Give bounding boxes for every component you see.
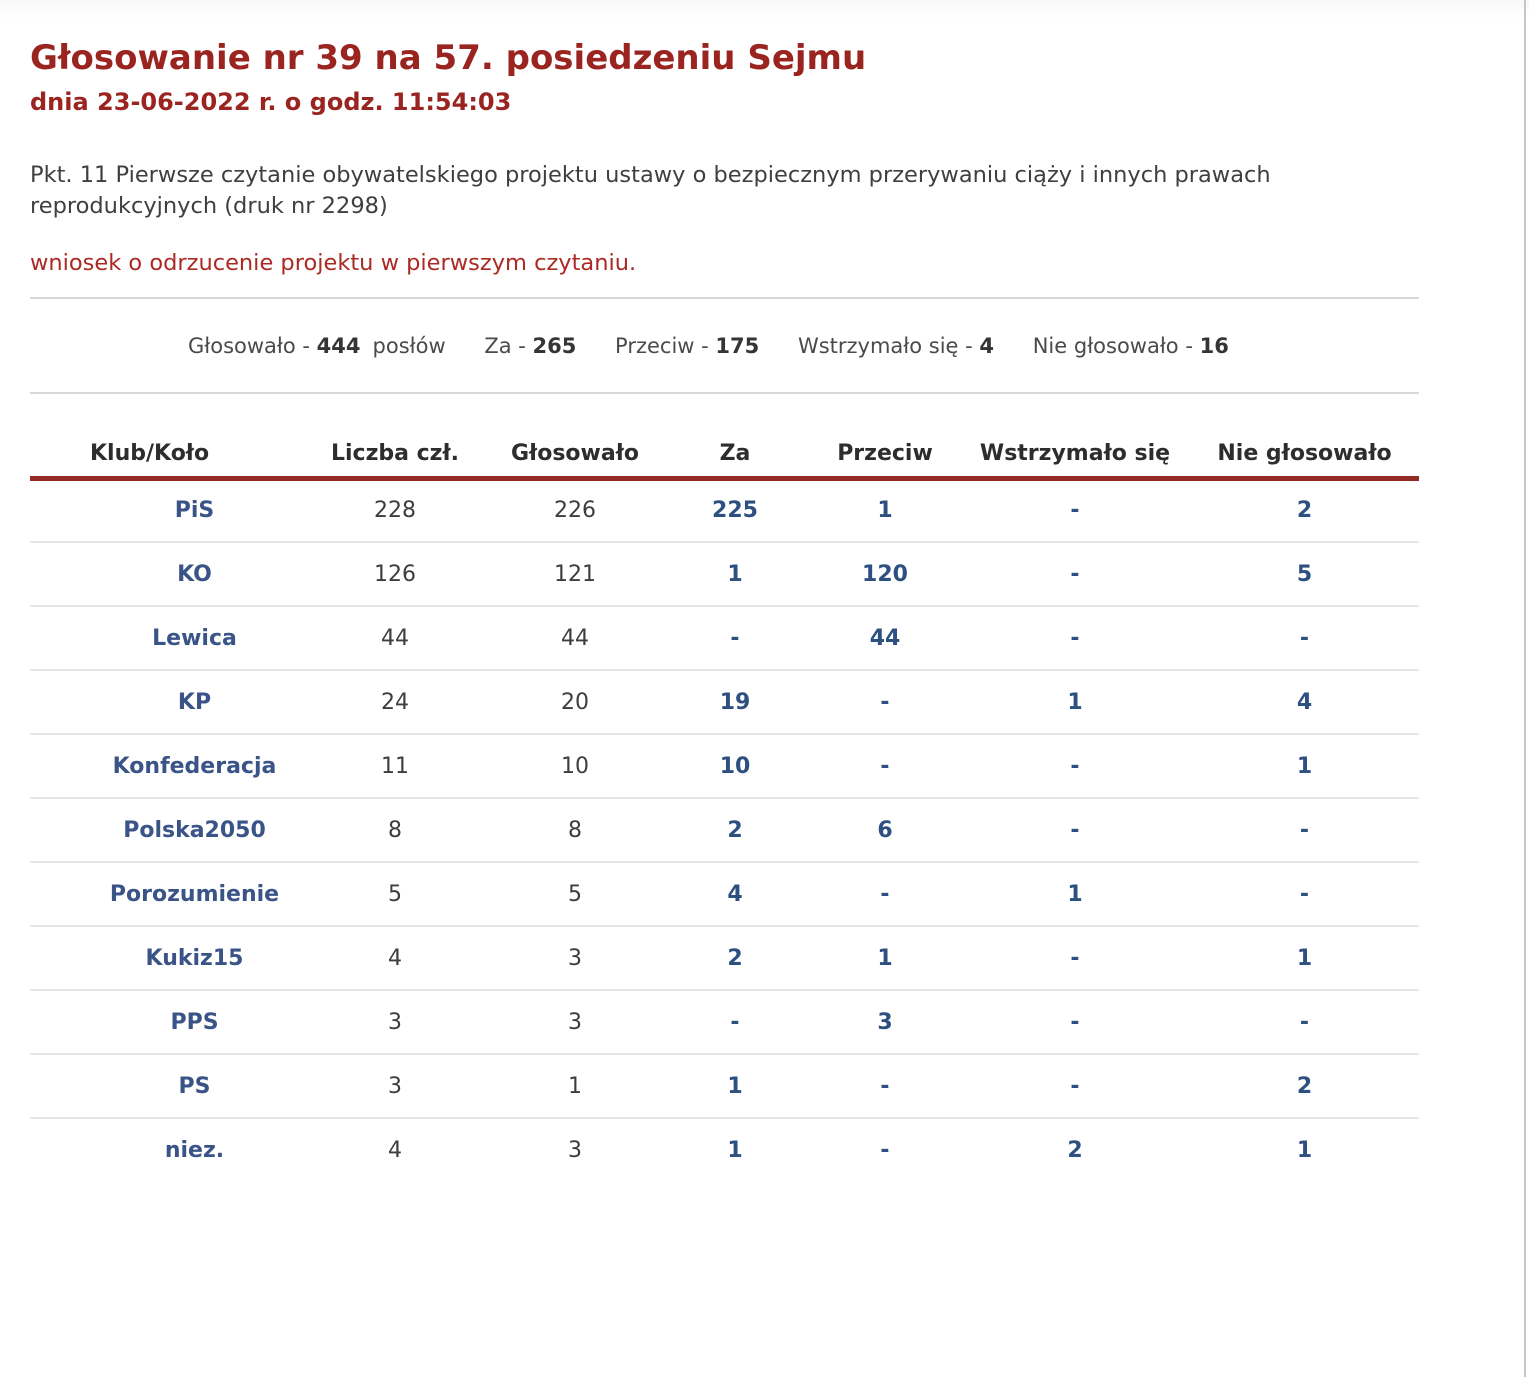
club-name-link[interactable]: PPS: [30, 990, 300, 1054]
against-cell: 1: [810, 478, 960, 542]
against-cell: 6: [810, 798, 960, 862]
abstained-cell: -: [960, 990, 1190, 1054]
summary-abstained: Wstrzymało się - 4: [797, 334, 995, 358]
column-header-for: Za: [660, 394, 810, 478]
against-cell: -: [810, 862, 960, 926]
for-cell: 2: [660, 798, 810, 862]
for-cell: -: [660, 606, 810, 670]
against-cell: -: [810, 1054, 960, 1118]
table-row: [30, 926, 1419, 990]
column-header-voted: Głosowało: [490, 394, 660, 478]
table-row: [30, 542, 1419, 606]
voted-cell: 8: [490, 798, 660, 862]
header-row: [30, 394, 1419, 478]
summary-total-value: 444: [316, 334, 361, 358]
not-voting-cell: -: [1190, 990, 1419, 1054]
voted-cell: 3: [490, 990, 660, 1054]
against-cell: -: [810, 734, 960, 798]
members-cell: 44: [300, 606, 490, 670]
summary-abstained-value: 4: [979, 334, 995, 358]
members-cell: 126: [300, 542, 490, 606]
page-title: Głosowanie nr 39 na 57. posiedzeniu Sejmu: [30, 38, 867, 78]
members-cell: 3: [300, 1054, 490, 1118]
table-row: [30, 1118, 1419, 1182]
members-cell: 4: [300, 926, 490, 990]
voted-cell: 3: [490, 926, 660, 990]
club-name-link[interactable]: Lewica: [30, 606, 300, 670]
members-cell: 4: [300, 1118, 490, 1182]
voted-cell: 3: [490, 1118, 660, 1182]
abstained-cell: -: [960, 606, 1190, 670]
column-header-against: Przeciw: [810, 394, 960, 478]
voted-cell: 121: [490, 542, 660, 606]
summary-for-value: 265: [532, 334, 577, 358]
table-row: [30, 734, 1419, 798]
summary-total: Głosowało - 444 posłów: [188, 334, 446, 358]
table-row: [30, 606, 1419, 670]
voted-cell: 1: [490, 1054, 660, 1118]
table-row: [30, 478, 1419, 542]
members-cell: 24: [300, 670, 490, 734]
club-name-link[interactable]: niez.: [30, 1118, 300, 1182]
summary-not-voting-value: 16: [1199, 334, 1229, 358]
not-voting-cell: 2: [1190, 1054, 1419, 1118]
club-name-link[interactable]: KP: [30, 670, 300, 734]
motion-link[interactable]: wniosek o odrzucenie projektu w pierwszym czytaniu.: [30, 250, 637, 276]
club-name-link[interactable]: KO: [30, 542, 300, 606]
not-voting-cell: 5: [1190, 542, 1419, 606]
column-header-club: Klub/Koło: [30, 394, 300, 478]
club-name-link[interactable]: Polska2050: [30, 798, 300, 862]
members-cell: 11: [300, 734, 490, 798]
club-name-link[interactable]: PiS: [30, 478, 300, 542]
against-cell: 120: [810, 542, 960, 606]
summary-not-voting: Nie głosowało - 16: [1032, 334, 1229, 358]
not-voting-cell: 1: [1190, 926, 1419, 990]
club-name-link[interactable]: Konfederacja: [30, 734, 300, 798]
table-row: [30, 798, 1419, 862]
not-voting-cell: 1: [1190, 734, 1419, 798]
summary-for: Za - 265: [484, 334, 577, 358]
against-cell: 3: [810, 990, 960, 1054]
for-cell: -: [660, 990, 810, 1054]
column-header-members: Liczba czł.: [300, 394, 490, 478]
voted-cell: 20: [490, 670, 660, 734]
for-cell: 2: [660, 926, 810, 990]
agenda-item-description: Pkt. 11 Pierwsze czytanie obywatelskiego projektu ustawy o bezpiecznym przerywaniu ciąży i innych prawach reprodukcyjnych (druk nr 2298): [30, 162, 1271, 219]
not-voting-cell: 1: [1190, 1118, 1419, 1182]
voted-cell: 226: [490, 478, 660, 542]
not-voting-cell: 2: [1190, 478, 1419, 542]
against-cell: -: [810, 670, 960, 734]
summary-against: Przeciw - 175: [615, 334, 760, 358]
for-cell: 10: [660, 734, 810, 798]
table-row: [30, 862, 1419, 926]
for-cell: 225: [660, 478, 810, 542]
not-voting-cell: -: [1190, 798, 1419, 862]
club-name-link[interactable]: Kukiz15: [30, 926, 300, 990]
abstained-cell: 2: [960, 1118, 1190, 1182]
summary-total-suffix: posłów: [372, 334, 446, 358]
abstained-cell: -: [960, 734, 1190, 798]
for-cell: 1: [660, 542, 810, 606]
abstained-cell: -: [960, 1054, 1190, 1118]
against-cell: 1: [810, 926, 960, 990]
club-name-link[interactable]: Porozumienie: [30, 862, 300, 926]
column-header-abstained: Wstrzymało się: [960, 394, 1190, 478]
results-table-body: [30, 478, 1419, 1182]
members-cell: 3: [300, 990, 490, 1054]
voted-cell: 44: [490, 606, 660, 670]
members-cell: 5: [300, 862, 490, 926]
table-row: [30, 990, 1419, 1054]
for-cell: 1: [660, 1118, 810, 1182]
not-voting-cell: 4: [1190, 670, 1419, 734]
abstained-cell: -: [960, 478, 1190, 542]
members-cell: 228: [300, 478, 490, 542]
not-voting-cell: -: [1190, 862, 1419, 926]
for-cell: 1: [660, 1054, 810, 1118]
voted-cell: 10: [490, 734, 660, 798]
abstained-cell: -: [960, 798, 1190, 862]
abstained-cell: 1: [960, 670, 1190, 734]
table-row: [30, 670, 1419, 734]
against-cell: -: [810, 1118, 960, 1182]
table-row: [30, 1054, 1419, 1118]
voted-cell: 5: [490, 862, 660, 926]
members-cell: 8: [300, 798, 490, 862]
vote-summary: [30, 299, 1419, 392]
abstained-cell: -: [960, 926, 1190, 990]
page-subtitle: dnia 23-06-2022 r. o godz. 11:54:03: [30, 88, 512, 116]
summary-against-value: 175: [715, 334, 760, 358]
abstained-cell: -: [960, 542, 1190, 606]
abstained-cell: 1: [960, 862, 1190, 926]
for-cell: 19: [660, 670, 810, 734]
club-name-link[interactable]: PS: [30, 1054, 300, 1118]
not-voting-cell: -: [1190, 606, 1419, 670]
column-header-not-voting: Nie głosowało: [1190, 394, 1419, 478]
against-cell: 44: [810, 606, 960, 670]
results-table: [30, 394, 1419, 1182]
for-cell: 4: [660, 862, 810, 926]
